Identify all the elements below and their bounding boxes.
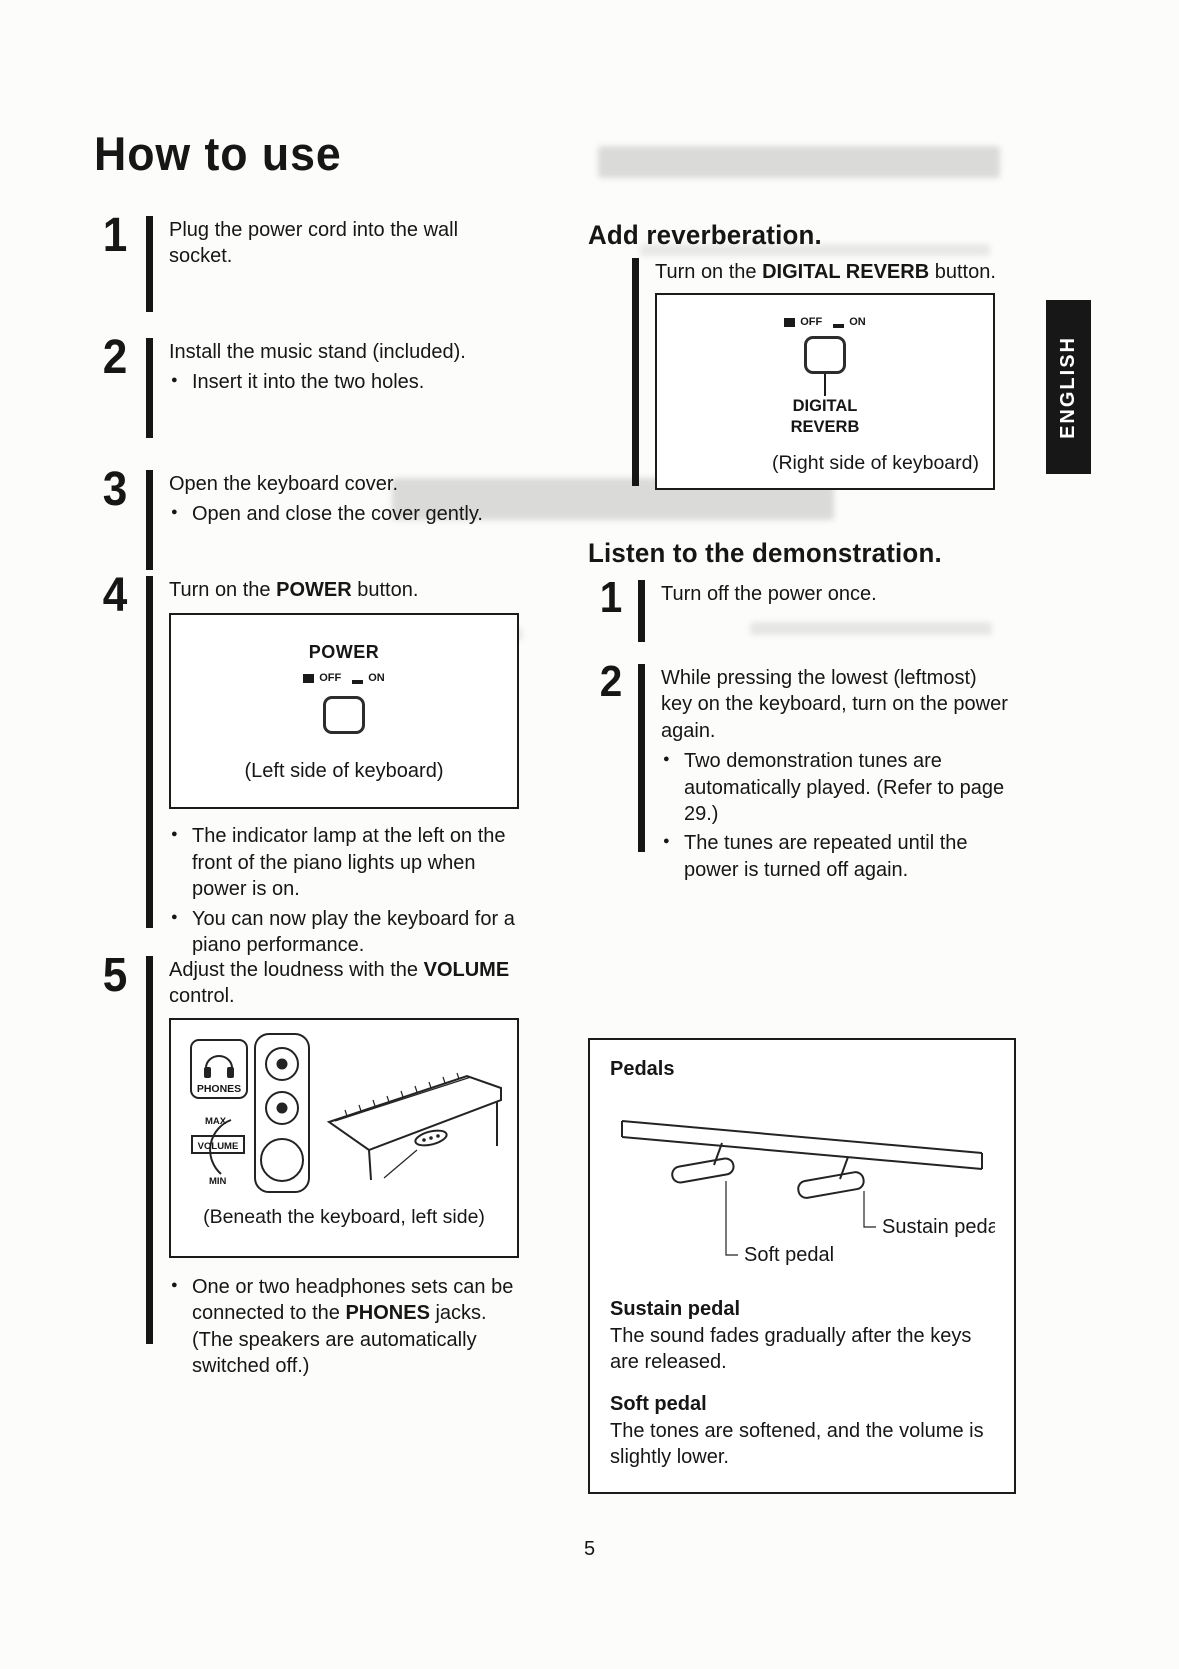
reverb-bar bbox=[632, 258, 639, 486]
pointer-line bbox=[824, 374, 827, 396]
page-number: 5 bbox=[583, 1538, 596, 1560]
sustain-heading: Sustain pedal bbox=[610, 1298, 741, 1320]
soft-pedal-shape bbox=[671, 1157, 735, 1184]
step-3-number: 3 bbox=[102, 463, 128, 516]
soft-heading: Soft pedal bbox=[610, 1393, 707, 1415]
step-3-text: Open the keyboard cover. bbox=[169, 473, 399, 495]
reverb-caption: (Right side of keyboard) bbox=[771, 452, 979, 475]
demo-heading: Listen to the demonstration. bbox=[588, 538, 942, 568]
pedals-title: Pedals bbox=[610, 1058, 675, 1080]
reverb-switch-states bbox=[657, 315, 993, 330]
max-label: MAX bbox=[205, 1115, 227, 1127]
power-diagram bbox=[169, 613, 519, 809]
demo-note-1: ● Two demonstration tunes are automatically played. (Refer to page 29.) bbox=[661, 748, 1013, 827]
page-title: How to use bbox=[94, 127, 342, 180]
off-label: OFF bbox=[800, 316, 823, 329]
scan-artifact bbox=[598, 146, 1000, 178]
pedals-illustration bbox=[610, 1087, 995, 1279]
step-3-bullet: ● Open and close the cover gently. bbox=[169, 501, 509, 527]
step-5-bar bbox=[146, 956, 153, 1344]
step-4-number: 4 bbox=[102, 569, 128, 622]
headphones-icon bbox=[206, 1056, 232, 1068]
reverb-instruction bbox=[632, 254, 1007, 490]
power-caption: (Left side of keyboard) bbox=[244, 759, 444, 782]
reverb-diagram bbox=[655, 293, 995, 490]
switch-on-icon bbox=[833, 324, 844, 328]
demo-step-1-bar bbox=[638, 580, 645, 642]
demo-step-2 bbox=[592, 657, 1013, 883]
demo-note-2: ● The tunes are repeated until the power is turned off again. bbox=[661, 830, 1013, 883]
on-label: ON bbox=[368, 672, 385, 685]
volume-label: VOLUME bbox=[197, 1140, 239, 1152]
sustain-pedal-shape bbox=[797, 1171, 865, 1199]
volume-panel-illustration bbox=[179, 1026, 509, 1198]
step-5 bbox=[92, 949, 527, 1379]
demo-step-2-number: 2 bbox=[599, 657, 623, 706]
soft-text: The tones are softened, and the volume is slightly lower. bbox=[610, 1420, 984, 1468]
step-1-bar bbox=[146, 216, 153, 312]
volume-caption: (Beneath the keyboard, left side) bbox=[203, 1206, 485, 1229]
on-label: ON bbox=[849, 316, 866, 329]
step-1 bbox=[92, 209, 481, 312]
sustain-text: The sound fades gradually after the keys are released. bbox=[610, 1325, 972, 1373]
sustain-pedal-label: Sustain pedal bbox=[882, 1216, 995, 1238]
reverb-heading: Add reverberation. bbox=[588, 220, 822, 250]
step-4 bbox=[92, 569, 527, 958]
step-2-number: 2 bbox=[102, 331, 128, 384]
step-3 bbox=[92, 463, 509, 570]
step-3-bar bbox=[146, 470, 153, 570]
reverb-label-line1: DIGITAL bbox=[792, 396, 858, 415]
step-2-bar bbox=[146, 338, 153, 438]
min-label: MIN bbox=[209, 1175, 227, 1187]
reverb-label-line2: REVERB bbox=[790, 417, 860, 436]
power-note-2: ● You can now play the keyboard for a piano performance. bbox=[169, 906, 527, 959]
step-2-bullet: ● Insert it into the two holes. bbox=[169, 369, 499, 395]
language-tab bbox=[1046, 300, 1091, 474]
reverb-text: Turn on the DIGITAL REVERB button. bbox=[655, 261, 996, 283]
power-switch-states bbox=[171, 671, 517, 686]
switch-on-icon bbox=[352, 680, 363, 684]
language-tab-label: ENGLISH bbox=[1057, 335, 1079, 439]
demo-step-1 bbox=[592, 573, 1001, 642]
reverb-button-shape bbox=[804, 336, 846, 374]
step-1-number: 1 bbox=[102, 209, 128, 262]
step-2 bbox=[92, 331, 499, 438]
demo-step-1-text: Turn off the power once. bbox=[661, 583, 877, 605]
demo-step-2-bar bbox=[638, 664, 645, 852]
phones-label: PHONES bbox=[196, 1082, 242, 1095]
power-button-shape bbox=[323, 696, 365, 734]
switch-off-icon bbox=[303, 674, 314, 683]
power-label: POWER bbox=[308, 642, 380, 663]
demo-step-1-number: 1 bbox=[599, 573, 623, 622]
step-5-text: Adjust the loudness with the VOLUME control. bbox=[169, 959, 510, 1008]
demo-step-2-text: While pressing the lowest (leftmost) key on the keyboard, turn on the power again. bbox=[661, 667, 1008, 742]
volume-diagram bbox=[169, 1018, 519, 1258]
phones-note: ● One or two headphones sets can be connected to the PHONES jacks. (The speakers are automatically switched off.) bbox=[169, 1274, 527, 1380]
step-2-text: Install the music stand (included). bbox=[169, 341, 466, 363]
pedals-box bbox=[588, 1038, 1016, 1494]
step-4-text: Turn on the POWER button. bbox=[169, 579, 419, 601]
step-5-number: 5 bbox=[102, 949, 128, 1002]
volume-knob bbox=[261, 1139, 303, 1181]
soft-pedal-label: Soft pedal bbox=[744, 1244, 835, 1266]
step-1-text: Plug the power cord into the wall socket. bbox=[169, 219, 459, 268]
power-note-1: ● The indicator lamp at the left on the front of the piano lights up when power is on. bbox=[169, 823, 527, 902]
off-label: OFF bbox=[319, 672, 342, 685]
switch-off-icon bbox=[784, 318, 795, 327]
step-4-bar bbox=[146, 576, 153, 928]
